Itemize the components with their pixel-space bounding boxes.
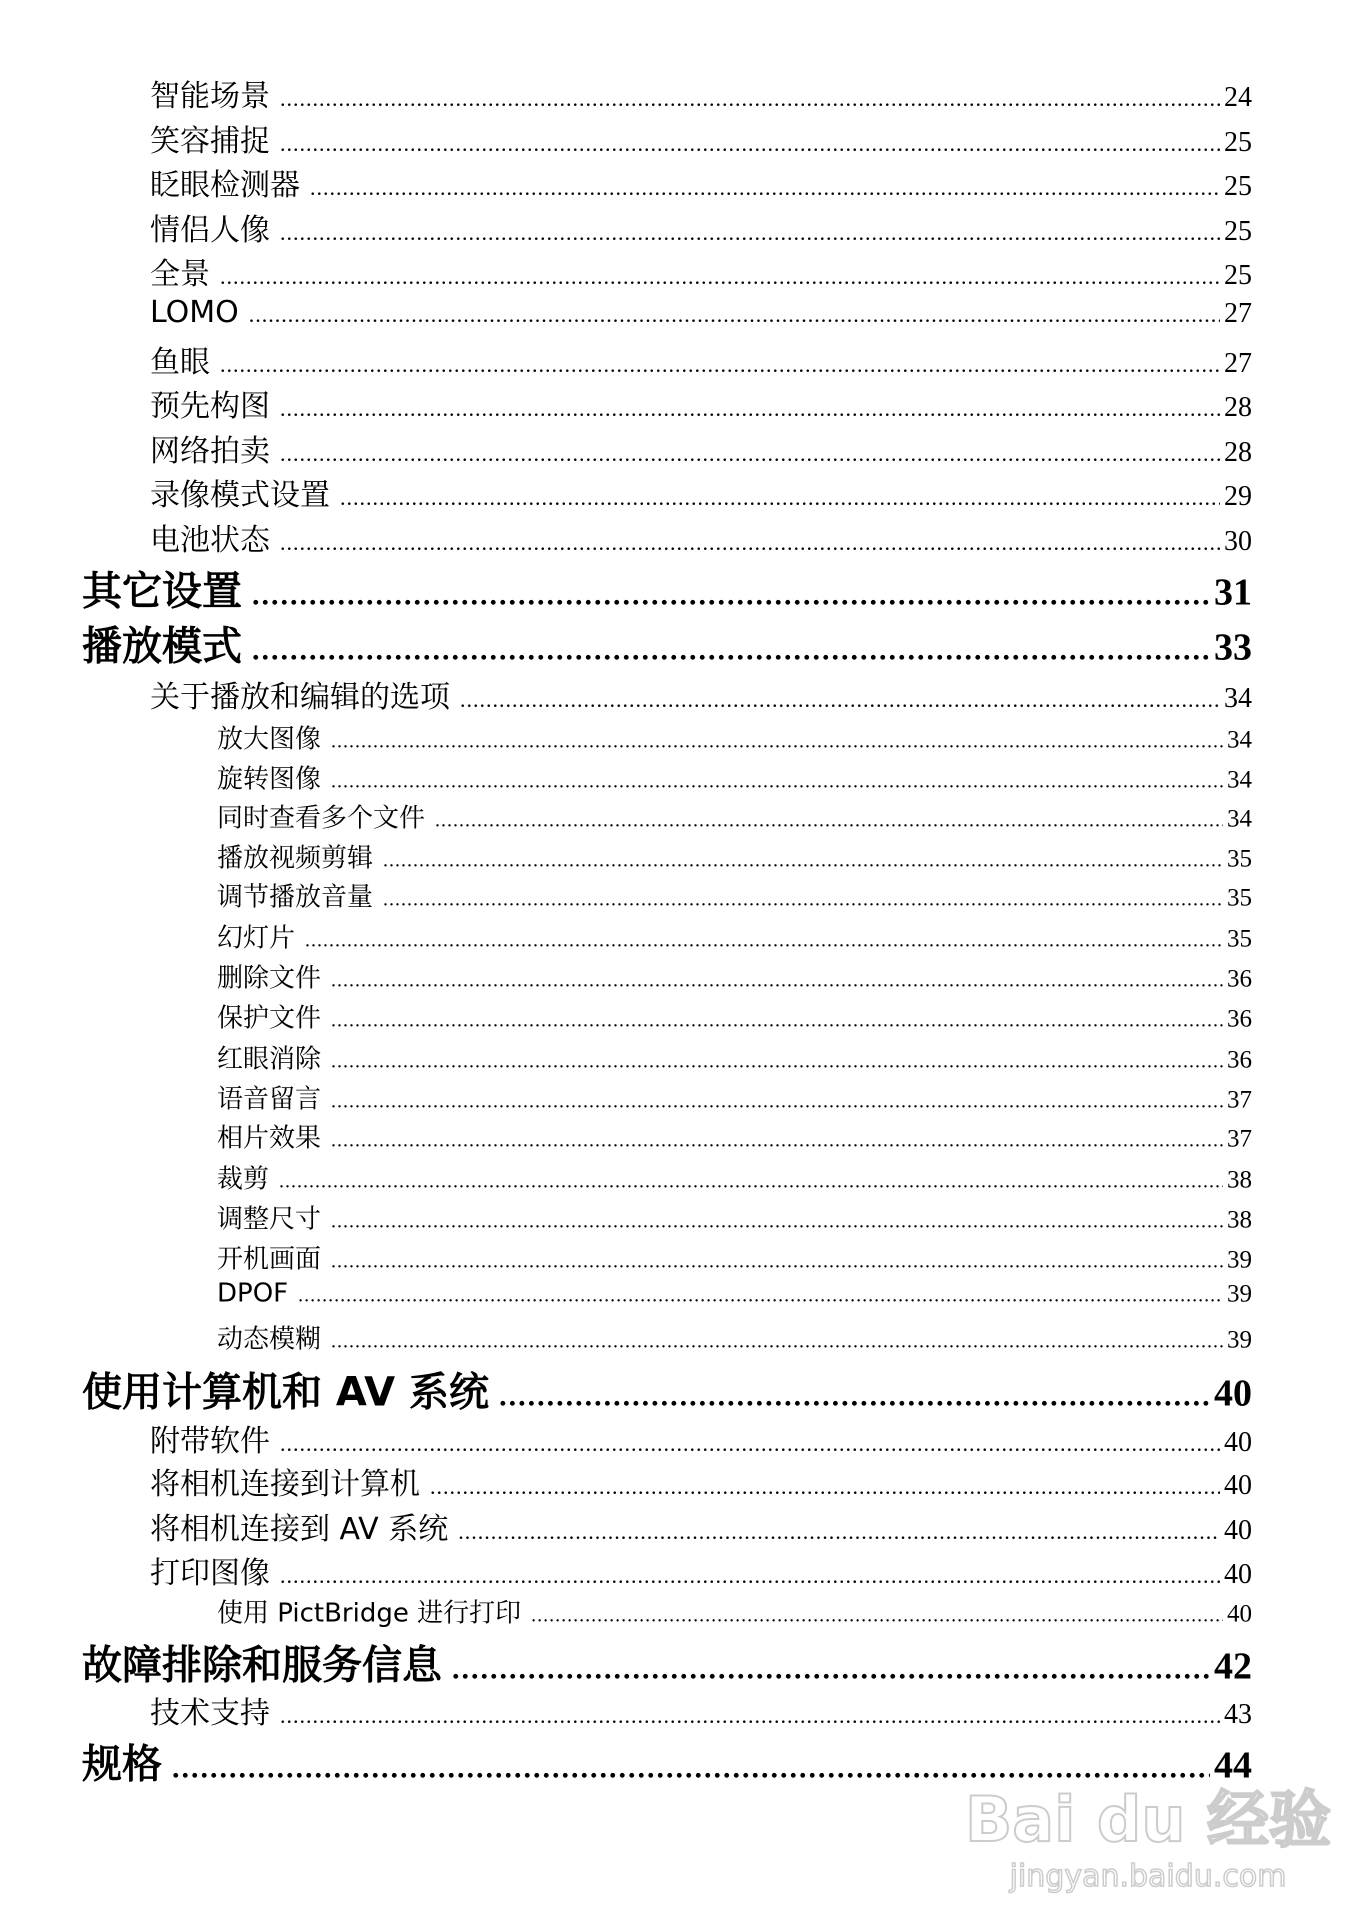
toc-entry-page: 36 (1227, 1006, 1252, 1034)
toc-entry[interactable] (150, 381, 1252, 425)
toc-entry[interactable] (82, 559, 1252, 616)
toc-entry-page: 25 (1224, 215, 1252, 247)
toc-entry[interactable] (150, 1503, 1252, 1547)
toc-entry[interactable] (217, 719, 1252, 756)
dot-leader (435, 810, 1223, 833)
toc-entry-title: 放大图像 (217, 724, 322, 755)
toc-entry-title: 技术支持 (150, 1695, 270, 1731)
dot-leader (331, 1130, 1223, 1153)
toc-entry-title: 全景 (150, 256, 210, 292)
dot-leader (331, 770, 1223, 793)
dot-leader (280, 530, 1220, 556)
toc-entry-page: 35 (1227, 884, 1252, 912)
toc-entry-title: 开机画面 (217, 1245, 322, 1276)
toc-entry[interactable] (217, 1078, 1252, 1115)
toc-entry-title: 打印图像 (150, 1555, 270, 1591)
toc-entry-title: 删除文件 (217, 963, 322, 994)
toc-entry-title: 录像模式设置 (150, 478, 330, 514)
toc-entry-page: 43 (1224, 1698, 1252, 1730)
toc-entry-page: 40 (1224, 1514, 1252, 1546)
toc-entry-page: 29 (1224, 481, 1252, 513)
toc-entry-title: 保护文件 (217, 1004, 322, 1035)
dot-leader (280, 396, 1220, 422)
dot-leader (499, 1379, 1210, 1413)
toc-entry[interactable] (217, 1239, 1252, 1276)
toc-entry-page: 40 (1227, 1600, 1252, 1628)
dot-leader (452, 1653, 1210, 1687)
toc-entry[interactable] (150, 426, 1252, 470)
toc-entry-title: 播放视频剪辑 (217, 843, 374, 874)
toc-entry-page: 27 (1224, 347, 1252, 379)
dot-leader (331, 1051, 1223, 1074)
toc-entry-title: 调节播放音量 (217, 882, 374, 913)
toc-entry-page: 34 (1227, 766, 1252, 794)
toc-entry[interactable] (150, 295, 1252, 330)
watermark-logo: Bai du 经验 (965, 1783, 1332, 1856)
dot-leader (220, 264, 1220, 290)
toc-entry-page: 34 (1227, 726, 1252, 754)
dot-leader (331, 1090, 1223, 1113)
toc-entry-title: 关于播放和编辑的选项 (150, 679, 450, 715)
toc-entry[interactable] (217, 1318, 1252, 1355)
toc-entry-title: 规格 (82, 1741, 162, 1788)
toc-entry-page: 35 (1227, 925, 1252, 953)
toc-entry-title: 动态模糊 (217, 1324, 322, 1355)
dot-leader (340, 485, 1220, 511)
toc-entry-title: 裁剪 (217, 1164, 270, 1195)
baidu-watermark (965, 1770, 1331, 1894)
toc-entry[interactable] (217, 1118, 1252, 1155)
toc-entry-page: 40 (1214, 1372, 1252, 1415)
dot-leader (280, 219, 1220, 245)
toc-entry-page: 38 (1227, 1166, 1252, 1194)
toc-entry-page: 24 (1224, 81, 1252, 113)
toc-entry-page: 34 (1227, 805, 1252, 833)
toc-entry[interactable] (150, 160, 1252, 204)
toc-entry-page: 38 (1227, 1206, 1252, 1234)
toc-entry[interactable] (217, 1279, 1252, 1309)
toc-entry[interactable] (150, 515, 1252, 559)
toc-entry-page: 44 (1214, 1744, 1252, 1787)
toc-entry[interactable] (217, 1159, 1252, 1196)
toc-entry[interactable] (150, 204, 1252, 248)
dot-leader (331, 1210, 1223, 1233)
toc-entry-title: 附带软件 (150, 1423, 270, 1459)
toc-entry[interactable] (217, 758, 1252, 795)
dot-leader (331, 1330, 1223, 1353)
toc-entry-page: 40 (1224, 1558, 1252, 1590)
dot-leader (280, 1703, 1220, 1729)
toc-entry-title: 语音留言 (217, 1084, 322, 1115)
dot-leader (331, 1251, 1223, 1274)
toc-entry-page: 25 (1224, 259, 1252, 291)
toc-entry-page: 34 (1224, 682, 1252, 714)
toc-entry-title: 网络拍卖 (150, 433, 270, 469)
toc-entry-title: 同时查看多个文件 (217, 803, 426, 834)
toc-entry-page: 33 (1214, 627, 1252, 670)
toc-entry-title: 情侣人像 (150, 212, 270, 248)
toc-entry[interactable] (217, 1593, 1252, 1630)
dot-leader (249, 302, 1220, 328)
dot-leader (430, 1474, 1220, 1500)
toc-entry[interactable] (150, 1416, 1252, 1460)
dot-leader (252, 634, 1210, 668)
toc-entry-title: 使用计算机和 AV 系统 (82, 1369, 490, 1416)
dot-leader (531, 1605, 1223, 1628)
toc-entry[interactable] (150, 115, 1252, 159)
toc-entry[interactable] (150, 1459, 1252, 1503)
toc-entry[interactable] (217, 957, 1252, 994)
toc-entry[interactable] (150, 71, 1252, 115)
toc-entry[interactable] (217, 998, 1252, 1035)
watermark-url: jingyan.baidu.com (1009, 1859, 1287, 1894)
toc-entry-page: 31 (1214, 571, 1252, 614)
toc-entry-page: 30 (1224, 525, 1252, 557)
toc-entry-page: 40 (1224, 1426, 1252, 1458)
toc-entry-page: 39 (1227, 1280, 1252, 1308)
toc-entry-title: 将相机连接到计算机 (150, 1466, 420, 1502)
dot-leader (331, 731, 1223, 754)
toc-entry[interactable] (217, 918, 1252, 955)
dot-leader (298, 1285, 1223, 1308)
dot-leader (252, 578, 1210, 612)
dot-leader (220, 352, 1220, 378)
dot-leader (331, 969, 1223, 992)
toc-entry-page: 37 (1227, 1086, 1252, 1114)
dot-leader (383, 889, 1223, 912)
toc-entry-title: 调整尺寸 (217, 1204, 322, 1235)
toc-entry-title: 幻灯片 (217, 923, 296, 954)
toc-entry-title: 智能场景 (150, 78, 270, 114)
toc-entry-page: 28 (1224, 392, 1252, 424)
toc-entry-page: 39 (1227, 1247, 1252, 1275)
toc-entry-page: 36 (1227, 1046, 1252, 1074)
toc-entry[interactable] (150, 249, 1252, 293)
toc-entry[interactable] (82, 1360, 1252, 1417)
toc-entry[interactable] (217, 1198, 1252, 1235)
toc-entry-title: 播放模式 (82, 624, 242, 671)
toc-entry[interactable] (150, 337, 1252, 381)
toc-entry-page: 36 (1227, 965, 1252, 993)
toc-entry-title: 故障排除和服务信息 (82, 1642, 442, 1689)
dot-leader (331, 1010, 1223, 1033)
toc-entry-title: 鱼眼 (150, 344, 210, 380)
toc-entry[interactable] (150, 1548, 1252, 1592)
toc-entry-title: 眨眼检测器 (150, 167, 300, 203)
dot-leader (310, 175, 1220, 201)
toc-entry-title: 将相机连接到 AV 系统 (150, 1511, 449, 1547)
dot-leader (280, 1431, 1220, 1457)
dot-leader (305, 930, 1223, 953)
toc-entry-page: 40 (1224, 1469, 1252, 1501)
toc-entry[interactable] (82, 615, 1252, 672)
toc-entry-title: 其它设置 (82, 568, 242, 615)
dot-leader (280, 130, 1220, 156)
toc-entry-title: 红眼消除 (217, 1044, 322, 1075)
toc-entry[interactable] (150, 1688, 1252, 1732)
toc-entry[interactable] (217, 1039, 1252, 1076)
dot-leader (280, 1563, 1220, 1589)
toc-entry-title: 预先构图 (150, 389, 270, 425)
toc-entry-page: 39 (1227, 1326, 1252, 1354)
dot-leader (280, 441, 1220, 467)
dot-leader (460, 687, 1220, 713)
toc-entry[interactable] (150, 470, 1252, 514)
toc-entry-title: 相片效果 (217, 1123, 322, 1154)
toc-entry-page: 28 (1224, 436, 1252, 468)
toc-entry-title: 笑容捕捉 (150, 123, 270, 159)
toc-entry-title: 电池状态 (150, 522, 270, 558)
toc-entry-title: DPOF (217, 1278, 289, 1309)
toc-entry-title: 使用 PictBridge 进行打印 (217, 1598, 522, 1629)
toc-entry-page: 27 (1224, 297, 1252, 329)
toc-entry-page: 25 (1224, 170, 1252, 202)
toc-entry[interactable] (82, 1634, 1252, 1691)
toc-entry-page: 25 (1224, 126, 1252, 158)
toc-entry-title: 旋转图像 (217, 764, 322, 795)
toc-entry-title: LOMO (150, 294, 239, 330)
toc-entry-page: 35 (1227, 845, 1252, 873)
toc-entry-page: 37 (1227, 1125, 1252, 1153)
toc-entry-page: 42 (1214, 1645, 1252, 1688)
dot-leader (458, 1518, 1220, 1544)
toc-entry[interactable] (150, 672, 1252, 716)
dot-leader (280, 86, 1220, 112)
toc-entry[interactable] (217, 798, 1252, 835)
toc-entry[interactable] (217, 877, 1252, 914)
dot-leader (279, 1171, 1223, 1194)
dot-leader (383, 849, 1223, 872)
toc-entry[interactable] (217, 837, 1252, 874)
